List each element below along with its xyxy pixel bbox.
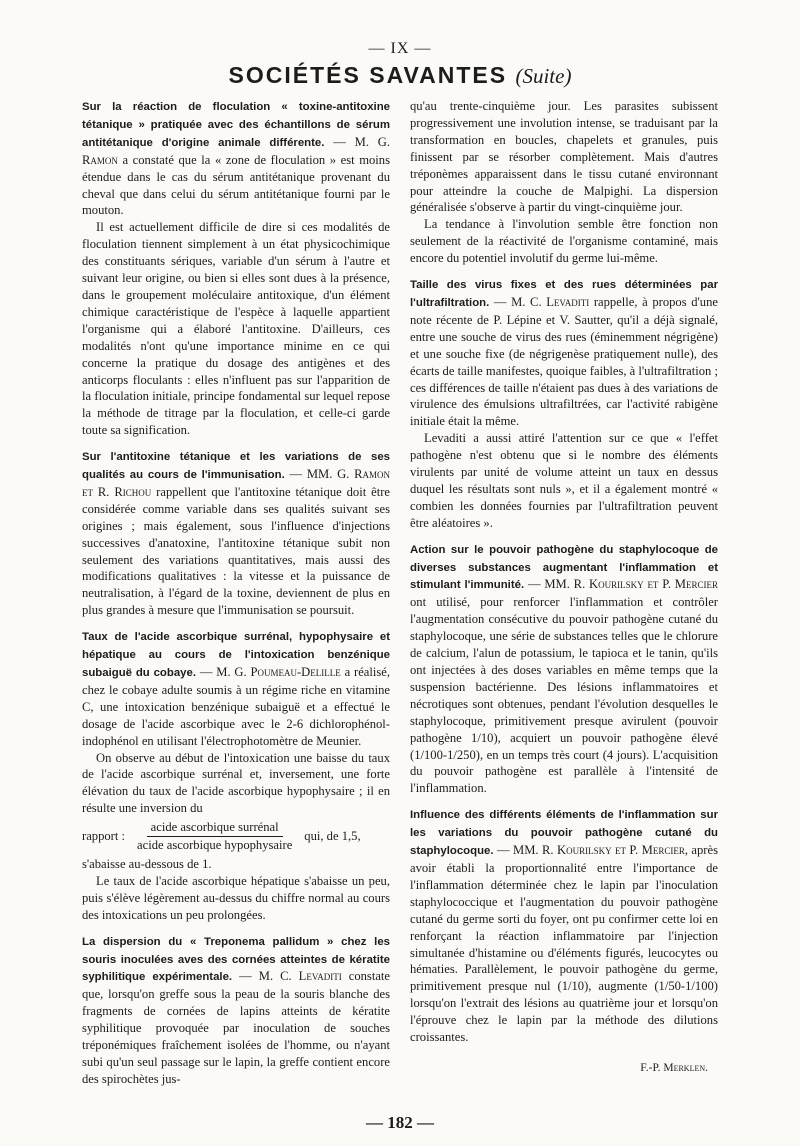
signature: F.-P. Merklen.	[640, 1061, 708, 1074]
article-heading: Action sur le pouvoir pathogène du staphylocoque de diverses substances augmentant l'inflammation et stimulant l'immunité.	[410, 543, 718, 592]
paragraph: Levaditi a aussi attiré l'attention sur ce que « l'effet pathogène n'est obtenu que si le nombre des éléments virulents par unité de volume atteint un taux en dessus duquel les résultats sont nuls », et il a également montré « combien les données fournies par l'ultrafiltration peuvent être aléatoires ».	[410, 431, 718, 530]
section-title-suffix: (Suite)	[515, 64, 572, 88]
article-text: constate que, lorsqu'on greffe sous la peau de la souris blanche des fragments de cornées de lapins atteints de kératite syphilitique provoquée par inoculation de souches tréponémiques fraîchement isolées de l'homme, ou n'ayant subi qu'un seul passage sur le lapin, la greffe contient encore des spirochètes jus-	[82, 969, 391, 1086]
ratio-label: rapport :	[82, 829, 126, 844]
article-text: a réalisé, chez le cobaye adulte soumis à un régime riche en vitamine C, une intoxication benzénique subaiguë et a effectué le dosage de l'acide ascorbique avec le 2-6 dichlorophénol-indophénol en utilisant l'électrophotomètre de Meunier.	[82, 665, 391, 748]
section-title	[0, 62, 800, 89]
article-heading: Sur la réaction de floculation « toxine-antitoxine tétanique » pratiquée avec des échantillons de sérum antitétanique d'origine animale différente.	[82, 101, 390, 149]
article-heading: Sur l'antitoxine tétanique et les variations de ses qualités au cours de l'immunisation.	[82, 451, 390, 482]
paragraph: Il est actuellement difficile de dire si ces modalités de floculation tiennent simplement à un état physicochimique des constituants sériques, variable d'un sérum à l'autre et suivant leur origine, ou bien si elles sont dues à la présence, dans le groupement moléculaire antitoxique, d'un élément chimique caractéristique de l'espèce à laquelle appartient l'organisme qui a élaboré l'antitoxine. D'ailleurs, ces modalités n'ont qu'une importance minime en ce qui concerne la pratique du dosage des antigènes et des anticorps floculants : elles n'influent pas sur l'apparition de la floculation initiale, principe fondamental sur lequel repose la méthode de titrage par la floculation, et celle-ci garde toute sa signification.	[82, 220, 390, 438]
article-author: — M. G. Poumeau-Delille	[199, 665, 341, 679]
paragraph: On observe au début de l'intoxication une baisse du taux de l'acide ascorbique surrénal et, inversement, une forte élévation du taux de l'acide ascorbique hypophysaire ; il en résulte une inversion du	[82, 750, 390, 816]
paragraph: La tendance à l'involution semble être fonction non seulement de la réactivité de l'organisme contaminé, mais encore du potentiel involutif du germe lui-même.	[410, 217, 718, 266]
article-text: ont utilisé, pour renforcer l'inflammation et contrôler l'augmentation consécutive du pouvoir pathogène cutané du staphylocoque, une série de substances telles que le chlorure de calcium, l'alun de potassium, le tapioca et le tanin, qu'ils ont injectées à des doses variables en même temps que la suspension bactérienne. Des lésions inflammatoires et nécrotiques sont obtenues, pendant l'évolution desquelles le staphylocoque, primitivement presque avirulent (pouvoir pathogène 1/10), acquiert un pouvoir pathogène élevé (1/100-1/250), en un temps très court (4 jours). L'acquisition du pouvoir pathogène est parallèle à l'intensité de l'inflammation.	[410, 595, 718, 796]
article-kourilsky-influence	[410, 806, 718, 1046]
article-heading: Taille des virus fixes et des rues déterminées par l'ultrafiltration.	[410, 279, 718, 309]
article-heading: Influence des différents éléments de l'inflammation sur les variations du pouvoir pathogène cutané du staphylocoque.	[410, 809, 718, 858]
running-page-number: — IX —	[368, 40, 432, 57]
article-heading: La dispersion du « Treponema pallidum » chez les souris inoculées aves des cornées atteintes de kératite syphilitique expérimentale.	[82, 935, 390, 984]
right-column	[410, 98, 718, 1077]
article-author: — MM. G. Ramon et R. Richou	[82, 467, 390, 499]
article-ramon-richou	[82, 448, 390, 619]
article-text: a constaté que la « zone de floculation » est moins étendue dans le cas du sérum antitétanique provenant du cheval que dans celui du sérum antitétanique fourni par le mouton.	[82, 152, 391, 218]
article-poumeau-delille	[82, 628, 390, 749]
paragraph: qu'au trente-cinquième jour. Les parasites subissent progressivement une involution intense, se traduisant par la transformation en boucles, chapelets et granules, puis finissent par se résorber complètement. Mais d'autres tréponèmes apparaissent dans le tissu cutané environnant pour atteindre la couche de Malpighi. La dispersion généralisée s'observe à partir du vingt-cinquième jour.	[410, 99, 718, 215]
article-text: après avoir établi la proportionnalité entre l'importance de l'inflammation déterminée chez le lapin par l'inoculation staphylococcique et l'augmentation du pouvoir pathogène cutané du germe sorti du foyer, ont pu confirmer cette loi en renforçant la réaction inflammatoire par l'injection simultanée d'histamine ou d'éléments figurés, leucocytes ou hématies. Parallèlement, le pouvoir pathogène du germe, primitivement presque nul (1/10), augmente (1/50-1/100) lorsqu'on l'extrait des lésions au quatrième jour et lorsqu'on l'éprouve chez le lapin par la méthode des dilutions croissantes.	[410, 843, 718, 1045]
paragraph: s'abaisse au-dessous de 1.	[82, 856, 212, 871]
article-author: — MM. R. Kourilsky et P. Mercier,	[496, 843, 688, 858]
left-column	[82, 98, 390, 1088]
article-author: — M. G. Ramon	[82, 134, 391, 167]
ratio-after: qui, de 1,5,	[304, 829, 361, 844]
article-levaditi-virus	[410, 276, 718, 430]
article-author: — M. C. Levaditi	[493, 294, 590, 309]
article-ramon-floculation	[82, 98, 390, 219]
page-number: — 182 —	[366, 1113, 434, 1132]
article-kourilsky-action	[410, 541, 718, 798]
article-text: rappellent que l'antitoxine tétanique doit être considérée comme variable dans ses qualités suivant ses origines ; mais également, sous l'influence d'injections successives d'anatoxine, l'antitoxine tétanique subit non seulement des variations quantitatives, mais aussi des modifications qualitatives : la vitesse et la puissance de neutralisation, à l'égard de la toxine, deviennent de plus en plus grandes à mesure que l'immunisation se poursuit.	[82, 484, 390, 618]
article-text: rappelle, à propos d'une note récente de P. Lépine et V. Sautter, qu'il a déjà signalé, entre une souche de virus des rues (éminemment négrigène) et une souche fixe (de négrigenèse pratiquement nulle), des écarts de taille manifestes, quoique faibles, à l'ultrafiltration ; ces différences de taille n'étaient pas dues à des variations de virulence des émulsions ultrafiltrées, car l'activité rabigène initiale était la même.	[410, 294, 718, 429]
article-author: — M. C. Levaditi	[239, 969, 342, 984]
section-title-text: SOCIÉTÉS SAVANTES	[228, 62, 508, 88]
fraction-numerator: acide ascorbique surrénal	[147, 819, 283, 837]
fraction-denominator: acide ascorbique hypophysaire	[137, 838, 293, 853]
paragraph: Le taux de l'acide ascorbique hépatique s'abaisse un peu, puis s'élève légèrement au-dessus du chiffre normal au cours des intoxications un peu prolongées.	[82, 873, 390, 922]
article-levaditi-treponema	[82, 933, 390, 1088]
ratio-formula	[82, 819, 390, 854]
fraction	[133, 819, 296, 854]
article-heading: Taux de l'acide ascorbique surrénal, hypophysaire et hépatique au cours de l'intoxication benzénique subaiguë du cobaye.	[82, 631, 390, 679]
article-author: — MM. R. Kourilsky et P. Mercier	[527, 577, 718, 592]
